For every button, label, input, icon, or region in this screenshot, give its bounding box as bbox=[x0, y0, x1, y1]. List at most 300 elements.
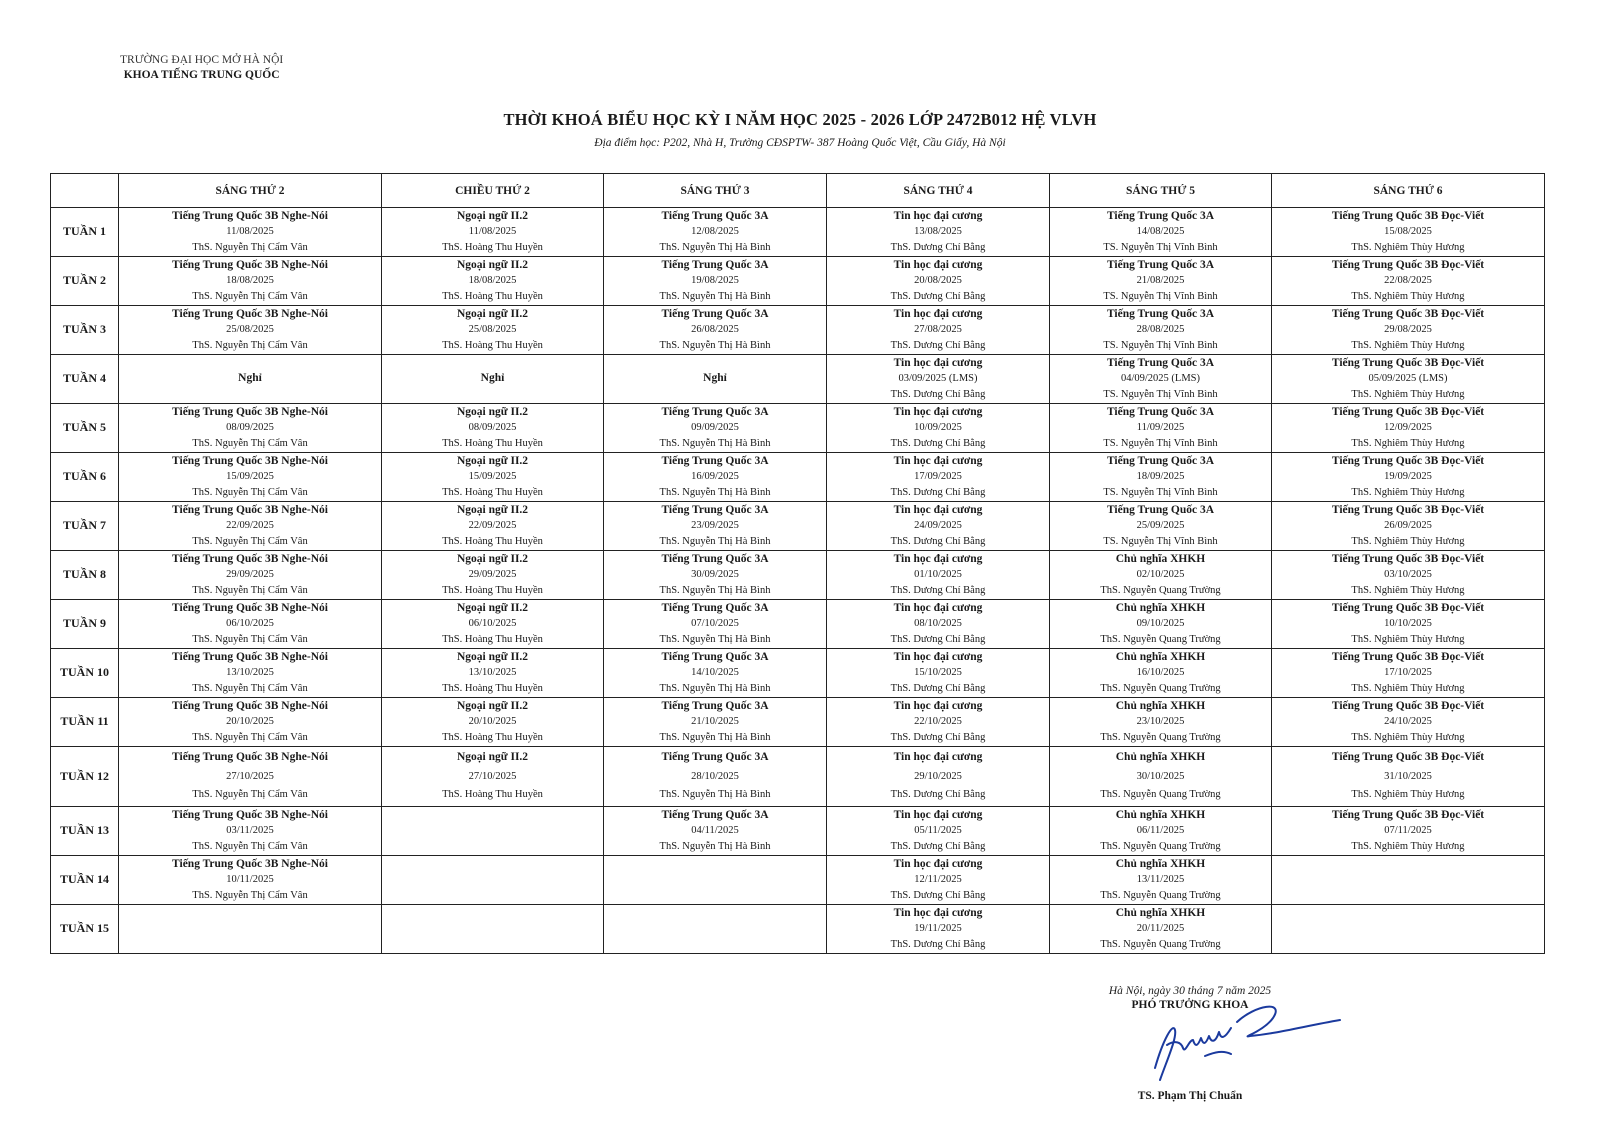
timetable bbox=[50, 173, 1545, 954]
teacher-name: ThS. Dương Chí Bằng bbox=[890, 437, 986, 449]
teacher-name: ThS. Hoàng Thu Huyền bbox=[442, 789, 543, 801]
week-row bbox=[51, 905, 1545, 954]
venue: Địa điểm học: P202, Nhà H, Trường CĐSPTW- 387 Hoàng Quốc Việt, Cầu Giấy, Hà Nội bbox=[594, 137, 1006, 149]
schedule-cell bbox=[827, 856, 1050, 905]
teacher-name: ThS. Hoàng Thu Huyền bbox=[442, 486, 543, 498]
schedule-cell bbox=[827, 257, 1050, 306]
week-label: TUẦN 14 bbox=[51, 856, 119, 905]
class-date: 16/10/2025 bbox=[1136, 667, 1185, 679]
subject-name: Tiếng Trung Quốc 3B Đọc-Viết bbox=[1331, 405, 1485, 418]
subject-name: Tin học đại cương bbox=[893, 699, 983, 712]
class-date: 15/09/2025 bbox=[468, 471, 517, 483]
subject-name: Tiếng Trung Quốc 3B Nghe-Nói bbox=[172, 258, 328, 271]
class-date: 25/09/2025 bbox=[1136, 520, 1185, 532]
schedule-cell bbox=[1272, 551, 1545, 600]
week-row bbox=[51, 856, 1545, 905]
schedule-cell bbox=[827, 404, 1050, 453]
subject-name: Ngoại ngữ II.2 bbox=[456, 751, 529, 764]
subject-name: Tiếng Trung Quốc 3B Đọc-Viết bbox=[1331, 552, 1485, 565]
subject-name: Tin học đại cương bbox=[893, 454, 983, 467]
week-label: TUẦN 10 bbox=[51, 649, 119, 698]
subject-name: Ngoại ngữ II.2 bbox=[456, 454, 529, 467]
teacher-name: ThS. Nguyễn Thị Cẩm Vân bbox=[192, 682, 308, 694]
teacher-name: ThS. Nguyễn Quang Trường bbox=[1100, 840, 1221, 852]
teacher-name: TS. Nguyễn Thị Vĩnh Bình bbox=[1103, 290, 1218, 302]
subject-name: Tiếng Trung Quốc 3B Nghe-Nói bbox=[172, 503, 328, 516]
teacher-name: ThS. Nguyễn Thị Hà Bình bbox=[659, 682, 771, 694]
class-date: 03/11/2025 bbox=[226, 825, 274, 837]
schedule-cell bbox=[382, 649, 604, 698]
teacher-name: ThS. Nghiêm Thùy Hương bbox=[1351, 486, 1465, 498]
class-date: 22/10/2025 bbox=[914, 716, 962, 728]
teacher-name: ThS. Nguyễn Thị Cẩm Vân bbox=[192, 339, 308, 351]
schedule-cell bbox=[604, 856, 827, 905]
subject-name: Tiếng Trung Quốc 3A bbox=[661, 405, 769, 418]
teacher-name: ThS. Nguyễn Thị Hà Bình bbox=[659, 789, 771, 801]
subject-name: Tin học đại cương bbox=[893, 751, 983, 764]
teacher-name: ThS. Hoàng Thu Huyền bbox=[442, 339, 543, 351]
class-date: 22/09/2025 bbox=[226, 520, 274, 532]
teacher-name: ThS. Nghiêm Thùy Hương bbox=[1351, 437, 1465, 449]
teacher-name: ThS. Nguyễn Thị Hà Bình bbox=[659, 535, 771, 547]
class-date: 23/09/2025 bbox=[691, 520, 739, 532]
class-date: 08/09/2025 bbox=[468, 422, 517, 434]
teacher-name: ThS. Nguyễn Thị Cẩm Vân bbox=[192, 889, 308, 901]
teacher-name: ThS. Nguyễn Thị Hà Bình bbox=[659, 437, 771, 449]
subject-name: Tiếng Trung Quốc 3A bbox=[1106, 503, 1215, 516]
teacher-name: ThS. Nguyễn Thị Hà Bình bbox=[659, 840, 771, 852]
schedule-cell bbox=[1272, 257, 1545, 306]
teacher-name: ThS. Nguyễn Thị Hà Bình bbox=[659, 731, 771, 743]
week-row bbox=[51, 355, 1545, 404]
class-date: 23/10/2025 bbox=[1136, 716, 1185, 728]
week-row bbox=[51, 453, 1545, 502]
page-title: THỜI KHOÁ BIỂU HỌC KỲ I NĂM HỌC 2025 - 2026 LỚP 2472B012 HỆ VLVH bbox=[503, 110, 1097, 129]
teacher-name: ThS. Hoàng Thu Huyền bbox=[442, 633, 543, 645]
week-label: TUẦN 4 bbox=[51, 355, 119, 404]
subject-name: Ngoại ngữ II.2 bbox=[456, 650, 529, 663]
subject-name: Tiếng Trung Quốc 3B Nghe-Nói bbox=[172, 699, 328, 712]
teacher-name: ThS. Nghiêm Thùy Hương bbox=[1351, 290, 1465, 302]
class-date: 20/11/2025 bbox=[1136, 923, 1185, 935]
teacher-name: ThS. Nguyễn Thị Cẩm Vân bbox=[192, 290, 308, 302]
schedule-cell bbox=[119, 208, 382, 257]
schedule-cell bbox=[827, 807, 1050, 856]
column-header: CHIỀU THỨ 2 bbox=[382, 174, 604, 208]
signer-name: TS. Phạm Thị Chuẩn bbox=[1137, 1090, 1243, 1102]
week-row bbox=[51, 502, 1545, 551]
class-date: 03/10/2025 bbox=[1384, 569, 1432, 581]
subject-name: Tiếng Trung Quốc 3A bbox=[661, 454, 769, 467]
subject-name: Tiếng Trung Quốc 3B Đọc-Viết bbox=[1331, 307, 1485, 320]
schedule-cell bbox=[1272, 502, 1545, 551]
class-date: 17/09/2025 bbox=[914, 471, 962, 483]
subject-name: Tin học đại cương bbox=[893, 601, 983, 614]
subject-name: Chủ nghĩa XHKH bbox=[1115, 751, 1206, 764]
schedule-cell bbox=[1050, 807, 1272, 856]
class-date: 13/11/2025 bbox=[1136, 874, 1185, 886]
schedule-cell bbox=[604, 355, 827, 404]
schedule-cell bbox=[1272, 698, 1545, 747]
teacher-name: ThS. Nguyễn Thị Cẩm Vân bbox=[192, 584, 308, 596]
subject-name: Tiếng Trung Quốc 3A bbox=[661, 650, 769, 663]
subject-name: Tin học đại cương bbox=[893, 405, 983, 418]
class-date: 30/09/2025 bbox=[691, 569, 739, 581]
teacher-name: ThS. Nghiêm Thùy Hương bbox=[1351, 388, 1465, 400]
column-header: SÁNG THỨ 5 bbox=[1050, 174, 1272, 208]
schedule-cell bbox=[1272, 747, 1545, 807]
subject-name: Tiếng Trung Quốc 3A bbox=[661, 209, 769, 222]
class-date: 10/10/2025 bbox=[1384, 618, 1432, 630]
subject-name: Tiếng Trung Quốc 3B Nghe-Nói bbox=[172, 857, 328, 870]
class-date: 24/10/2025 bbox=[1384, 716, 1432, 728]
schedule-cell bbox=[604, 698, 827, 747]
week-label: TUẦN 9 bbox=[51, 600, 119, 649]
schedule-cell bbox=[382, 306, 604, 355]
subject-name: Tiếng Trung Quốc 3B Đọc-Viết bbox=[1331, 454, 1485, 467]
schedule-cell bbox=[827, 600, 1050, 649]
subject-name: Tin học đại cương bbox=[893, 552, 983, 565]
class-date: 03/09/2025 (LMS) bbox=[898, 373, 978, 385]
week-label: TUẦN 11 bbox=[51, 698, 119, 747]
teacher-name: ThS. Nguyễn Thị Cẩm Vân bbox=[192, 731, 308, 743]
teacher-name: ThS. Hoàng Thu Huyền bbox=[442, 241, 543, 253]
week-row bbox=[51, 747, 1545, 807]
teacher-name: ThS. Nguyễn Thị Hà Bình bbox=[659, 290, 771, 302]
schedule-cell bbox=[1050, 551, 1272, 600]
class-date: 09/09/2025 bbox=[691, 422, 739, 434]
teacher-name: ThS. Nghiêm Thùy Hương bbox=[1351, 682, 1465, 694]
subject-name: Tiếng Trung Quốc 3B Nghe-Nói bbox=[172, 751, 328, 764]
schedule-cell bbox=[1050, 453, 1272, 502]
schedule-cell bbox=[827, 905, 1050, 954]
schedule-cell bbox=[1050, 208, 1272, 257]
teacher-name: TS. Nguyễn Thị Vĩnh Bình bbox=[1103, 388, 1218, 400]
subject-name: Ngoại ngữ II.2 bbox=[456, 552, 529, 565]
subject-name: Tiếng Trung Quốc 3B Nghe-Nói bbox=[172, 808, 328, 821]
schedule-cell bbox=[1050, 747, 1272, 807]
subject-name: Tiếng Trung Quốc 3A bbox=[661, 258, 769, 271]
week-label: TUẦN 1 bbox=[51, 208, 119, 257]
class-date: 09/10/2025 bbox=[1136, 618, 1185, 630]
teacher-name: ThS. Dương Chí Bằng bbox=[890, 290, 986, 302]
column-header: SÁNG THỨ 2 bbox=[119, 174, 382, 208]
class-date: 27/08/2025 bbox=[914, 324, 962, 336]
subject-name: Ngoại ngữ II.2 bbox=[456, 699, 529, 712]
teacher-name: ThS. Nghiêm Thùy Hương bbox=[1351, 339, 1465, 351]
column-header: SÁNG THỨ 3 bbox=[604, 174, 827, 208]
schedule-cell bbox=[1272, 856, 1545, 905]
schedule-cell bbox=[1050, 600, 1272, 649]
subject-name: Tiếng Trung Quốc 3A bbox=[1106, 356, 1215, 369]
handwritten-signature bbox=[1145, 1000, 1345, 1095]
holiday-note: Nghỉ bbox=[238, 372, 262, 385]
subject-name: Ngoại ngữ II.2 bbox=[456, 601, 529, 614]
schedule-cell bbox=[604, 404, 827, 453]
week-label: TUẦN 2 bbox=[51, 257, 119, 306]
schedule-cell bbox=[1272, 306, 1545, 355]
schedule-cell bbox=[604, 306, 827, 355]
class-date: 27/10/2025 bbox=[468, 770, 517, 782]
class-date: 29/08/2025 bbox=[1384, 324, 1432, 336]
subject-name: Tiếng Trung Quốc 3B Đọc-Viết bbox=[1331, 751, 1485, 764]
class-date: 17/10/2025 bbox=[1384, 667, 1432, 679]
subject-name: Chủ nghĩa XHKH bbox=[1115, 601, 1206, 614]
subject-name: Tiếng Trung Quốc 3B Nghe-Nói bbox=[172, 552, 328, 565]
schedule-cell bbox=[1050, 355, 1272, 404]
schedule-cell bbox=[382, 807, 604, 856]
subject-name: Chủ nghĩa XHKH bbox=[1115, 808, 1206, 821]
teacher-name: TS. Nguyễn Thị Vĩnh Bình bbox=[1103, 241, 1218, 253]
class-date: 12/11/2025 bbox=[914, 874, 962, 886]
teacher-name: ThS. Dương Chí Bằng bbox=[890, 889, 986, 901]
teacher-name: ThS. Hoàng Thu Huyền bbox=[442, 731, 543, 743]
schedule-cell bbox=[827, 208, 1050, 257]
teacher-name: ThS. Dương Chí Bằng bbox=[890, 840, 986, 852]
teacher-name: ThS. Dương Chí Bằng bbox=[890, 388, 986, 400]
holiday-note: Nghỉ bbox=[703, 372, 727, 385]
class-date: 08/09/2025 bbox=[226, 422, 274, 434]
week-row bbox=[51, 698, 1545, 747]
schedule-cell bbox=[604, 502, 827, 551]
class-date: 08/10/2025 bbox=[914, 618, 962, 630]
schedule-cell bbox=[827, 502, 1050, 551]
teacher-name: ThS. Nguyễn Thị Hà Bình bbox=[659, 486, 771, 498]
class-date: 14/08/2025 bbox=[1136, 226, 1185, 238]
subject-name: Tiếng Trung Quốc 3B Đọc-Viết bbox=[1331, 601, 1485, 614]
teacher-name: ThS. Nguyễn Thị Hà Bình bbox=[659, 633, 771, 645]
class-date: 12/09/2025 bbox=[1384, 422, 1432, 434]
schedule-cell bbox=[119, 905, 382, 954]
week-row bbox=[51, 807, 1545, 856]
schedule-cell bbox=[119, 807, 382, 856]
teacher-name: ThS. Hoàng Thu Huyền bbox=[442, 535, 543, 547]
subject-name: Chủ nghĩa XHKH bbox=[1115, 699, 1206, 712]
class-date: 31/10/2025 bbox=[1384, 770, 1432, 782]
schedule-cell bbox=[119, 502, 382, 551]
subject-name: Tiếng Trung Quốc 3B Nghe-Nói bbox=[172, 601, 328, 614]
schedule-cell bbox=[382, 257, 604, 306]
subject-name: Tiếng Trung Quốc 3B Đọc-Viết bbox=[1331, 356, 1485, 369]
schedule-cell bbox=[382, 551, 604, 600]
subject-name: Chủ nghĩa XHKH bbox=[1115, 906, 1206, 919]
subject-name: Ngoại ngữ II.2 bbox=[456, 307, 529, 320]
subject-name: Tiếng Trung Quốc 3B Đọc-Viết bbox=[1331, 650, 1485, 663]
schedule-cell bbox=[1050, 257, 1272, 306]
class-date: 20/08/2025 bbox=[914, 275, 962, 287]
class-date: 06/10/2025 bbox=[468, 618, 517, 630]
class-date: 24/09/2025 bbox=[914, 520, 962, 532]
subject-name: Tin học đại cương bbox=[893, 356, 983, 369]
teacher-name: ThS. Nguyễn Quang Trường bbox=[1100, 889, 1221, 901]
class-date: 15/09/2025 bbox=[226, 471, 274, 483]
week-label: TUẦN 13 bbox=[51, 807, 119, 856]
class-date: 05/11/2025 bbox=[914, 825, 962, 837]
teacher-name: ThS. Nguyễn Thị Cẩm Vân bbox=[192, 437, 308, 449]
teacher-name: ThS. Hoàng Thu Huyền bbox=[442, 290, 543, 302]
teacher-name: ThS. Hoàng Thu Huyền bbox=[442, 437, 543, 449]
schedule-cell bbox=[827, 306, 1050, 355]
subject-name: Ngoại ngữ II.2 bbox=[456, 258, 529, 271]
subject-name: Tin học đại cương bbox=[893, 503, 983, 516]
teacher-name: ThS. Dương Chí Bằng bbox=[890, 486, 986, 498]
class-date: 02/10/2025 bbox=[1136, 569, 1185, 581]
teacher-name: ThS. Nghiêm Thùy Hương bbox=[1351, 633, 1465, 645]
class-date: 12/08/2025 bbox=[691, 226, 739, 238]
teacher-name: ThS. Dương Chí Bằng bbox=[890, 584, 986, 596]
class-date: 04/09/2025 (LMS) bbox=[1120, 373, 1201, 385]
class-date: 16/09/2025 bbox=[691, 471, 739, 483]
week-label: TUẦN 12 bbox=[51, 747, 119, 807]
week-row bbox=[51, 600, 1545, 649]
class-date: 14/10/2025 bbox=[691, 667, 739, 679]
schedule-cell bbox=[119, 649, 382, 698]
subject-name: Chủ nghĩa XHKH bbox=[1115, 650, 1206, 663]
schedule-cell bbox=[382, 502, 604, 551]
week-row bbox=[51, 649, 1545, 698]
class-date: 11/08/2025 bbox=[226, 226, 274, 238]
class-date: 26/09/2025 bbox=[1384, 520, 1432, 532]
class-date: 28/10/2025 bbox=[691, 770, 739, 782]
class-date: 15/10/2025 bbox=[914, 667, 962, 679]
schedule-cell bbox=[119, 306, 382, 355]
teacher-name: ThS. Nguyễn Quang Trường bbox=[1100, 633, 1221, 645]
schedule-cell bbox=[604, 453, 827, 502]
subject-name: Tiếng Trung Quốc 3B Đọc-Viết bbox=[1331, 209, 1485, 222]
class-date: 19/09/2025 bbox=[1384, 471, 1432, 483]
schedule-cell bbox=[119, 551, 382, 600]
schedule-cell bbox=[1050, 905, 1272, 954]
schedule-cell bbox=[1272, 649, 1545, 698]
class-date: 25/08/2025 bbox=[226, 324, 274, 336]
schedule-cell bbox=[119, 600, 382, 649]
schedule-cell bbox=[382, 698, 604, 747]
subject-name: Tiếng Trung Quốc 3B Đọc-Viết bbox=[1331, 258, 1485, 271]
schedule-cell bbox=[604, 807, 827, 856]
class-date: 06/10/2025 bbox=[226, 618, 274, 630]
subject-name: Tiếng Trung Quốc 3A bbox=[1106, 209, 1215, 222]
subject-name: Tiếng Trung Quốc 3B Đọc-Viết bbox=[1331, 808, 1485, 821]
teacher-name: ThS. Nguyễn Thị Hà Bình bbox=[659, 339, 771, 351]
subject-name: Tiếng Trung Quốc 3A bbox=[1106, 454, 1215, 467]
teacher-name: ThS. Dương Chí Bằng bbox=[890, 241, 986, 253]
subject-name: Tin học đại cương bbox=[893, 650, 983, 663]
schedule-cell bbox=[382, 453, 604, 502]
teacher-name: ThS. Nguyễn Thị Cẩm Vân bbox=[192, 486, 308, 498]
schedule-cell bbox=[119, 698, 382, 747]
schedule-cell bbox=[1050, 856, 1272, 905]
schedule-cell bbox=[119, 257, 382, 306]
class-date: 21/08/2025 bbox=[1136, 275, 1185, 287]
class-date: 07/11/2025 bbox=[1384, 825, 1432, 837]
week-row bbox=[51, 551, 1545, 600]
class-date: 18/08/2025 bbox=[468, 275, 517, 287]
schedule-cell bbox=[1272, 404, 1545, 453]
schedule-cell bbox=[119, 404, 382, 453]
schedule-cell bbox=[1050, 306, 1272, 355]
class-date: 26/08/2025 bbox=[691, 324, 739, 336]
teacher-name: TS. Nguyễn Thị Vĩnh Bình bbox=[1103, 339, 1218, 351]
schedule-cell bbox=[827, 649, 1050, 698]
header-row bbox=[51, 174, 1545, 208]
class-date: 20/10/2025 bbox=[468, 716, 517, 728]
schedule-cell bbox=[827, 453, 1050, 502]
teacher-name: TS. Nguyễn Thị Vĩnh Bình bbox=[1103, 486, 1218, 498]
teacher-name: ThS. Nghiêm Thùy Hương bbox=[1351, 241, 1465, 253]
teacher-name: ThS. Nghiêm Thùy Hương bbox=[1351, 731, 1465, 743]
subject-name: Tin học đại cương bbox=[893, 307, 983, 320]
signer-role: PHÓ TRƯỞNG KHOA bbox=[1131, 999, 1249, 1011]
schedule-cell bbox=[604, 208, 827, 257]
teacher-name: ThS. Dương Chí Bằng bbox=[890, 789, 986, 801]
class-date: 18/08/2025 bbox=[226, 275, 274, 287]
subject-name: Chủ nghĩa XHKH bbox=[1115, 857, 1206, 870]
subject-name: Tiếng Trung Quốc 3A bbox=[661, 307, 769, 320]
teacher-name: TS. Nguyễn Thị Vĩnh Bình bbox=[1103, 535, 1218, 547]
teacher-name: ThS. Nguyễn Quang Trường bbox=[1100, 731, 1221, 743]
class-date: 13/08/2025 bbox=[914, 226, 962, 238]
place-date: Hà Nội, ngày 30 tháng 7 năm 2025 bbox=[1108, 985, 1272, 997]
teacher-name: ThS. Nguyễn Thị Cẩm Vân bbox=[192, 241, 308, 253]
schedule-cell bbox=[382, 600, 604, 649]
schedule-cell bbox=[382, 208, 604, 257]
subject-name: Chủ nghĩa XHKH bbox=[1115, 552, 1206, 565]
schedule-cell bbox=[604, 257, 827, 306]
teacher-name: ThS. Nghiêm Thùy Hương bbox=[1351, 584, 1465, 596]
class-date: 25/08/2025 bbox=[468, 324, 517, 336]
subject-name: Tiếng Trung Quốc 3B Nghe-Nói bbox=[172, 209, 328, 222]
teacher-name: ThS. Dương Chí Bằng bbox=[890, 938, 986, 950]
schedule-cell bbox=[119, 856, 382, 905]
subject-name: Tin học đại cương bbox=[893, 906, 983, 919]
subject-name: Tiếng Trung Quốc 3A bbox=[661, 552, 769, 565]
class-date: 19/11/2025 bbox=[914, 923, 962, 935]
teacher-name: ThS. Hoàng Thu Huyền bbox=[442, 584, 543, 596]
schedule-cell bbox=[1050, 502, 1272, 551]
teacher-name: ThS. Dương Chí Bằng bbox=[890, 633, 986, 645]
teacher-name: ThS. Nghiêm Thùy Hương bbox=[1351, 840, 1465, 852]
teacher-name: ThS. Nguyễn Thị Cẩm Vân bbox=[192, 535, 308, 547]
class-date: 28/08/2025 bbox=[1136, 324, 1185, 336]
class-date: 13/10/2025 bbox=[468, 667, 517, 679]
class-date: 29/09/2025 bbox=[226, 569, 274, 581]
week-row bbox=[51, 306, 1545, 355]
teacher-name: ThS. Hoàng Thu Huyền bbox=[442, 682, 543, 694]
subject-name: Tin học đại cương bbox=[893, 258, 983, 271]
schedule-cell bbox=[1050, 698, 1272, 747]
schedule-cell bbox=[1050, 649, 1272, 698]
class-date: 11/09/2025 bbox=[1136, 422, 1185, 434]
corner-cell bbox=[51, 174, 119, 208]
schedule-cell bbox=[1272, 208, 1545, 257]
schedule-cell bbox=[1272, 453, 1545, 502]
class-date: 22/08/2025 bbox=[1384, 275, 1432, 287]
schedule-cell bbox=[827, 551, 1050, 600]
class-date: 29/10/2025 bbox=[914, 770, 962, 782]
week-label: TUẦN 5 bbox=[51, 404, 119, 453]
schedule-cell bbox=[119, 355, 382, 404]
subject-name: Tin học đại cương bbox=[893, 808, 983, 821]
subject-name: Tiếng Trung Quốc 3A bbox=[661, 808, 769, 821]
teacher-name: ThS. Nguyễn Thị Cẩm Vân bbox=[192, 840, 308, 852]
class-date: 10/09/2025 bbox=[914, 422, 962, 434]
teacher-name: ThS. Nghiêm Thùy Hương bbox=[1351, 535, 1465, 547]
week-label: TUẦN 3 bbox=[51, 306, 119, 355]
class-date: 01/10/2025 bbox=[914, 569, 962, 581]
schedule-cell bbox=[1272, 600, 1545, 649]
class-date: 15/08/2025 bbox=[1384, 226, 1432, 238]
class-date: 07/10/2025 bbox=[691, 618, 739, 630]
